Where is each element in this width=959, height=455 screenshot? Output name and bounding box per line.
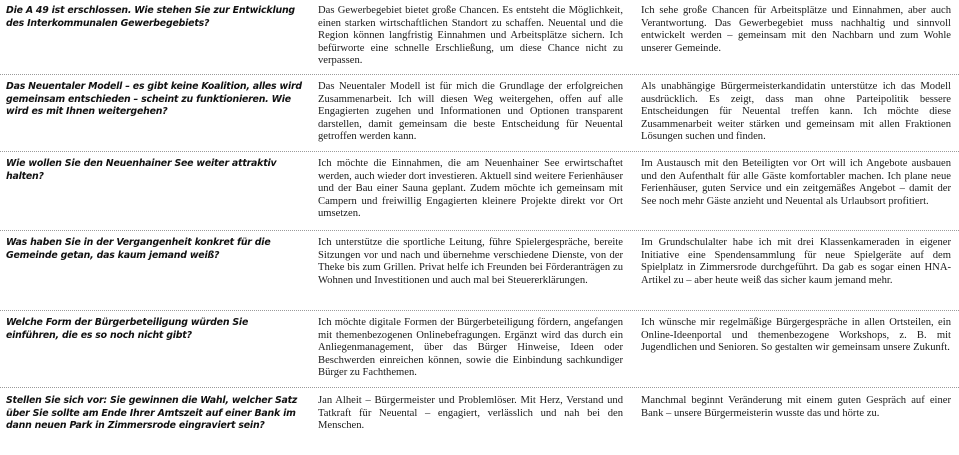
question-text: Das Neuentaler Modell – es gibt keine Koalition, alles wird gemeinsam entschieden – scheint zu funktionieren. Wie wird es mit Ihnen weitergehen? (6, 81, 302, 118)
candidate-1-answer: Das Neuentaler Modell ist für mich die Grundlage der erfolgreichen Zusammenarbeit. Ich will diesen Weg weitergehen, offen auf alle Engagierten zugehen und Informationen und Optionen transparent darstellen, damit gemeinsam die beste Entscheidung für Neuental getroffen werden kann. (318, 81, 623, 143)
candidate-1-answer: Ich möchte digitale Formen der Bürgerbeteiligung fördern, angefangen mit themenbezogenen Onlinebefragungen. Ergänzt wird das durch ein Anliegenmanagement, über das Bürger Hinweise, Ideen oder Beschwerden einreichen können, sowie die Einbindung sachkundiger Bürger zu Fachthemen. (318, 317, 623, 379)
candidate-1-answer: Das Gewerbegebiet bietet große Chancen. Es entsteht die Möglichkeit, einen starken wirtschaftlichen Standort zu schaffen. Neuental und die Region können langfristig Einnahmen und Arbeitsplätze sichern. Ich befürworte eine schnelle Erschließung, um diese Chance nicht zu verpassen. (318, 5, 623, 67)
candidate-2-answer: Im Austausch mit den Beteiligten vor Ort will ich Angebote ausbauen und den Aufenthalt für alle Gäste komfortabler machen. Ich plane neue Ferienhäuser, guten Service und ein zeitgemäßes Angebot – damit der See noch mehr Gäste anzieht und Neuental als Urlaubsort profitiert. (641, 158, 951, 207)
candidate-2-answer: Ich wünsche mir regelmäßige Bürgergespräche in allen Ortsteilen, ein Online-Ideenportal und themenbezogene Workshops, z. B. mit Jugendlichen und Senioren. So gestalten wir gemeinsam unsere Zukunft. (641, 317, 951, 354)
row-divider (0, 387, 959, 388)
candidate-2-answer: Im Grundschulalter habe ich mit drei Klassenkameraden in eigener Initiative eine Spendensammlung für neue Spielgeräte auf dem Spielplatz in Zimmersrode durchgeführt. Da gab es sogar einen HNA-Artikel zu – aber heute weiß das sicher kaum jemand mehr. (641, 237, 951, 286)
question-text: Welche Form der Bürgerbeteiligung würden Sie einführen, die es so noch nicht gibt? (6, 317, 249, 341)
row-divider (0, 151, 959, 152)
candidate-2-answer: Ich sehe große Chancen für Arbeitsplätze und Einnahmen, aber auch Verantwortung. Das Gewerbegebiet muss nachhaltig und sinnvoll entwickelt werden – gemeinsam mit den Nachbarn und zum Wohle unserer Gemeinde. (641, 5, 951, 54)
question-text: Wie wollen Sie den Neuenhainer See weiter attraktiv halten? (6, 158, 277, 182)
row-divider (0, 74, 959, 75)
question-text: Die A 49 ist erschlossen. Wie stehen Sie zur Entwicklung des Interkommunalen Gewerbegebiets? (6, 5, 295, 29)
candidate-1-answer: Ich unterstütze die sportliche Leitung, führe Spielergespräche, bereite Sitzungen vor und nach und übernehme verschiedene Dienste, von der Theke bis zum Grillen. Privat helfe ich Freunden bei Förderanträgen zu Wohnen und Investitionen und auch mal bei Steuererklärungen. (318, 237, 623, 286)
candidate-1-answer: Ich möchte die Einnahmen, die am Neuenhainer See erwirtschaftet werden, auch wieder dort investieren. Aktuell sind weitere Ferienhäuser und der Bau einer Sauna geplant. Zudem möchte ich gemeinsam mit Campern und freiwillig Engagierten kleinere Projekte direkt vor Ort umsetzen. (318, 158, 623, 220)
question-text: Stellen Sie sich vor: Sie gewinnen die Wahl, welcher Satz über Sie sollte am Ende Ihrer Amtszeit auf einer Bank im dann neuen Park in Zimmersrode eingraviert sein? (6, 395, 298, 432)
candidate-2-answer: Manchmal beginnt Veränderung mit einem guten Gespräch auf einer Bank – unsere Bürgermeisterin wusste das und hörte zu. (641, 395, 951, 419)
row-divider (0, 230, 959, 231)
question-text: Was haben Sie in der Vergangenheit konkret für die Gemeinde getan, das kaum jemand weiß? (6, 237, 271, 261)
candidate-2-answer: Als unabhängige Bürgermeisterkandidatin unterstütze ich das Modell ausdrücklich. Es zeigt, dass man ohne Parteipolitik bessere Entscheidungen für Neuental treffen kann. Ich möchte diese Zusammenarbeit weiter stärken und gemeinsam mit allen Fraktionen Lösungen suchen und finden. (641, 81, 951, 143)
candidate-1-answer: Jan Alheit – Bürgermeister und Problemlöser. Mit Herz, Verstand und Tatkraft für Neuental – engagiert, verlässlich und nah bei den Menschen. (318, 395, 623, 432)
row-divider (0, 310, 959, 311)
